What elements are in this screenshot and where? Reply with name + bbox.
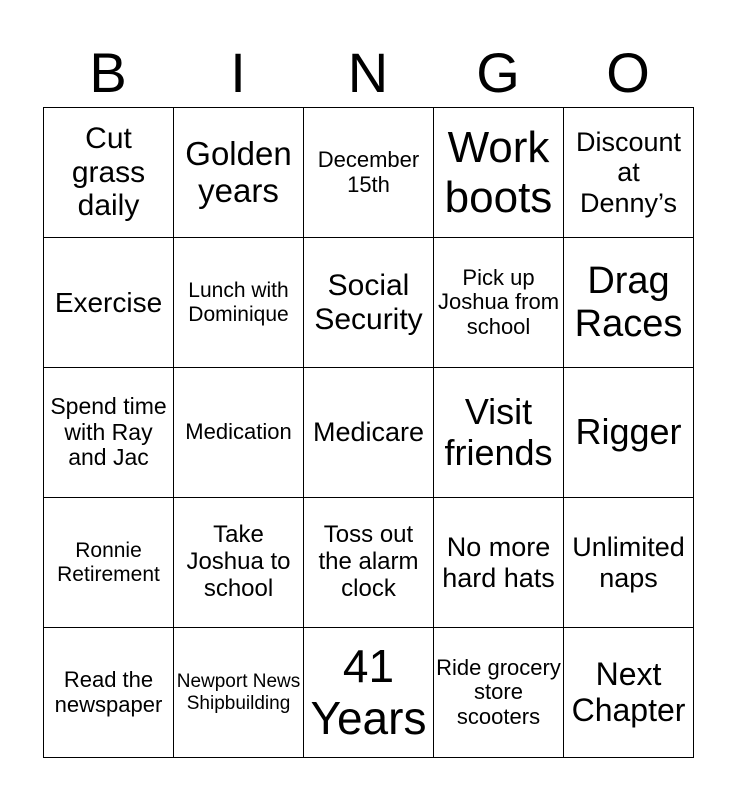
bingo-cell: Next Chapter — [564, 628, 694, 758]
board-row — [44, 498, 694, 628]
bingo-cell: Medication — [174, 368, 304, 498]
bingo-cell: Golden years — [174, 108, 304, 238]
bingo-cell: Exercise — [44, 238, 174, 368]
bingo-cell: December 15th — [304, 108, 434, 238]
bingo-cell: Lunch with Dominique — [174, 238, 304, 368]
bingo-cell: Ride grocery store scooters — [434, 628, 564, 758]
bingo-cell: Newport News Shipbuilding — [174, 628, 304, 758]
header-letter-i: I — [230, 41, 246, 104]
bingo-cell: Visit friends — [434, 368, 564, 498]
bingo-cell: Spend time with Ray and Jac — [44, 368, 174, 498]
bingo-board — [43, 107, 694, 758]
header-letter-g: G — [476, 41, 520, 104]
bingo-cell: Discount at Denny’s — [564, 108, 694, 238]
board-row — [44, 628, 694, 758]
bingo-cell: Cut grass daily — [44, 108, 174, 238]
bingo-cell: Pick up Joshua from school — [434, 238, 564, 368]
bingo-cell: Rigger — [564, 368, 694, 498]
header-letter-b: B — [89, 41, 127, 104]
header-letter-o: O — [606, 41, 650, 104]
bingo-cell: Ronnie Retirement — [44, 498, 174, 628]
bingo-cell: 41 Years — [304, 628, 434, 758]
bingo-cell: Take Joshua to school — [174, 498, 304, 628]
bingo-cell: Social Security — [304, 238, 434, 368]
bingo-cell: Unlimited naps — [564, 498, 694, 628]
bingo-cell: Read the newspaper — [44, 628, 174, 758]
bingo-cell: No more hard hats — [434, 498, 564, 628]
bingo-cell: Drag Races — [564, 238, 694, 368]
board-row — [44, 108, 694, 238]
board-row — [44, 368, 694, 498]
header-letter-n: N — [347, 41, 389, 104]
bingo-cell: Toss out the alarm clock — [304, 498, 434, 628]
board-row — [44, 238, 694, 368]
bingo-cell: Medicare — [304, 368, 434, 498]
bingo-cell: Work boots — [434, 108, 564, 238]
bingo-header — [43, 40, 693, 106]
